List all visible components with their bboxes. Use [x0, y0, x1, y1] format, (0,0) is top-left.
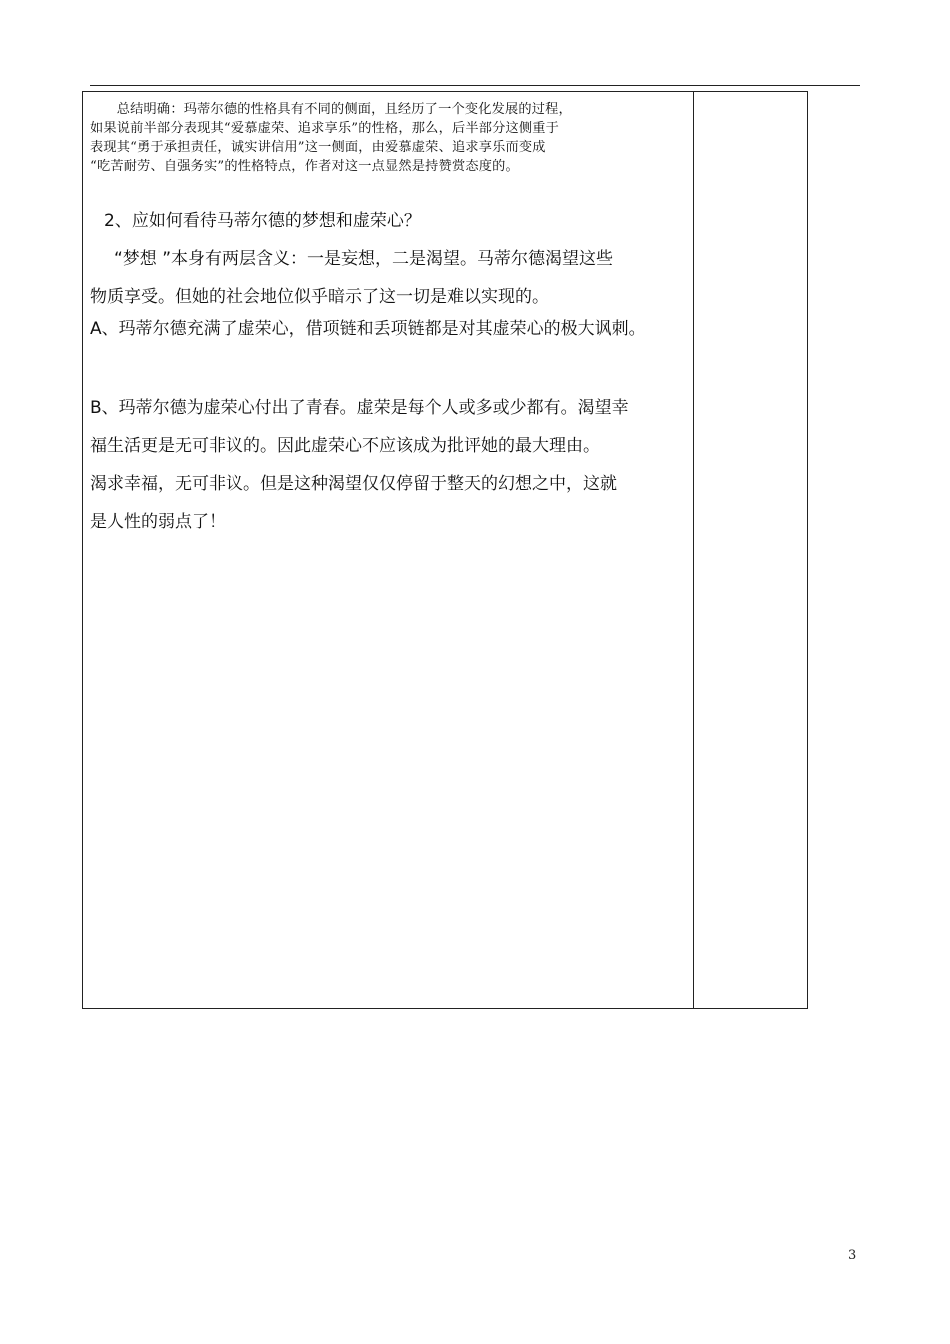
option-a: A、玛蒂尔德充满了虚荣心，借项链和丢项链都是对其虚荣心的极大讽刺。 [90, 319, 646, 339]
summary-paragraph: 总结明确：玛蒂尔德的性格具有不同的侧面，且经历了一个变化发展的过程， 如果说前半部分表现其“爱慕虚荣、追求享乐”的性格，那么，后半部分这侧重于 表现其“勇于承担责任，诚实讲信用”这一侧面，由爱慕虚荣、追求享乐而变成 “吃苦耐劳、自强务实”的性格特点，作者对这一点显然是持赞赏态度的。 [90, 102, 572, 174]
question-2: 2、应如何看待马蒂尔德的梦想和虚荣心？ [104, 211, 421, 231]
option-b: B、玛蒂尔德为虚荣心付出了青春。虚荣是每个人或多或少都有。渴望幸 福生活更是无可非议的。因此虚荣心不应该成为批评她的最大理由。 渴求幸福，无可非议。但是这种渴望仅仅停留于整天的幻想之中，这就 是人性的弱点了！ [90, 398, 629, 532]
page-number: 3 [848, 1248, 857, 1263]
dream-paragraph: “梦想 ”本身有两层含义：一是妄想，二是渴望。马蒂尔德渴望这些 物质享受。但她的社会地位似乎暗示了这一切是难以实现的。 [90, 249, 614, 307]
header-rule [90, 85, 860, 86]
lesson-content-cell [90, 100, 686, 532]
